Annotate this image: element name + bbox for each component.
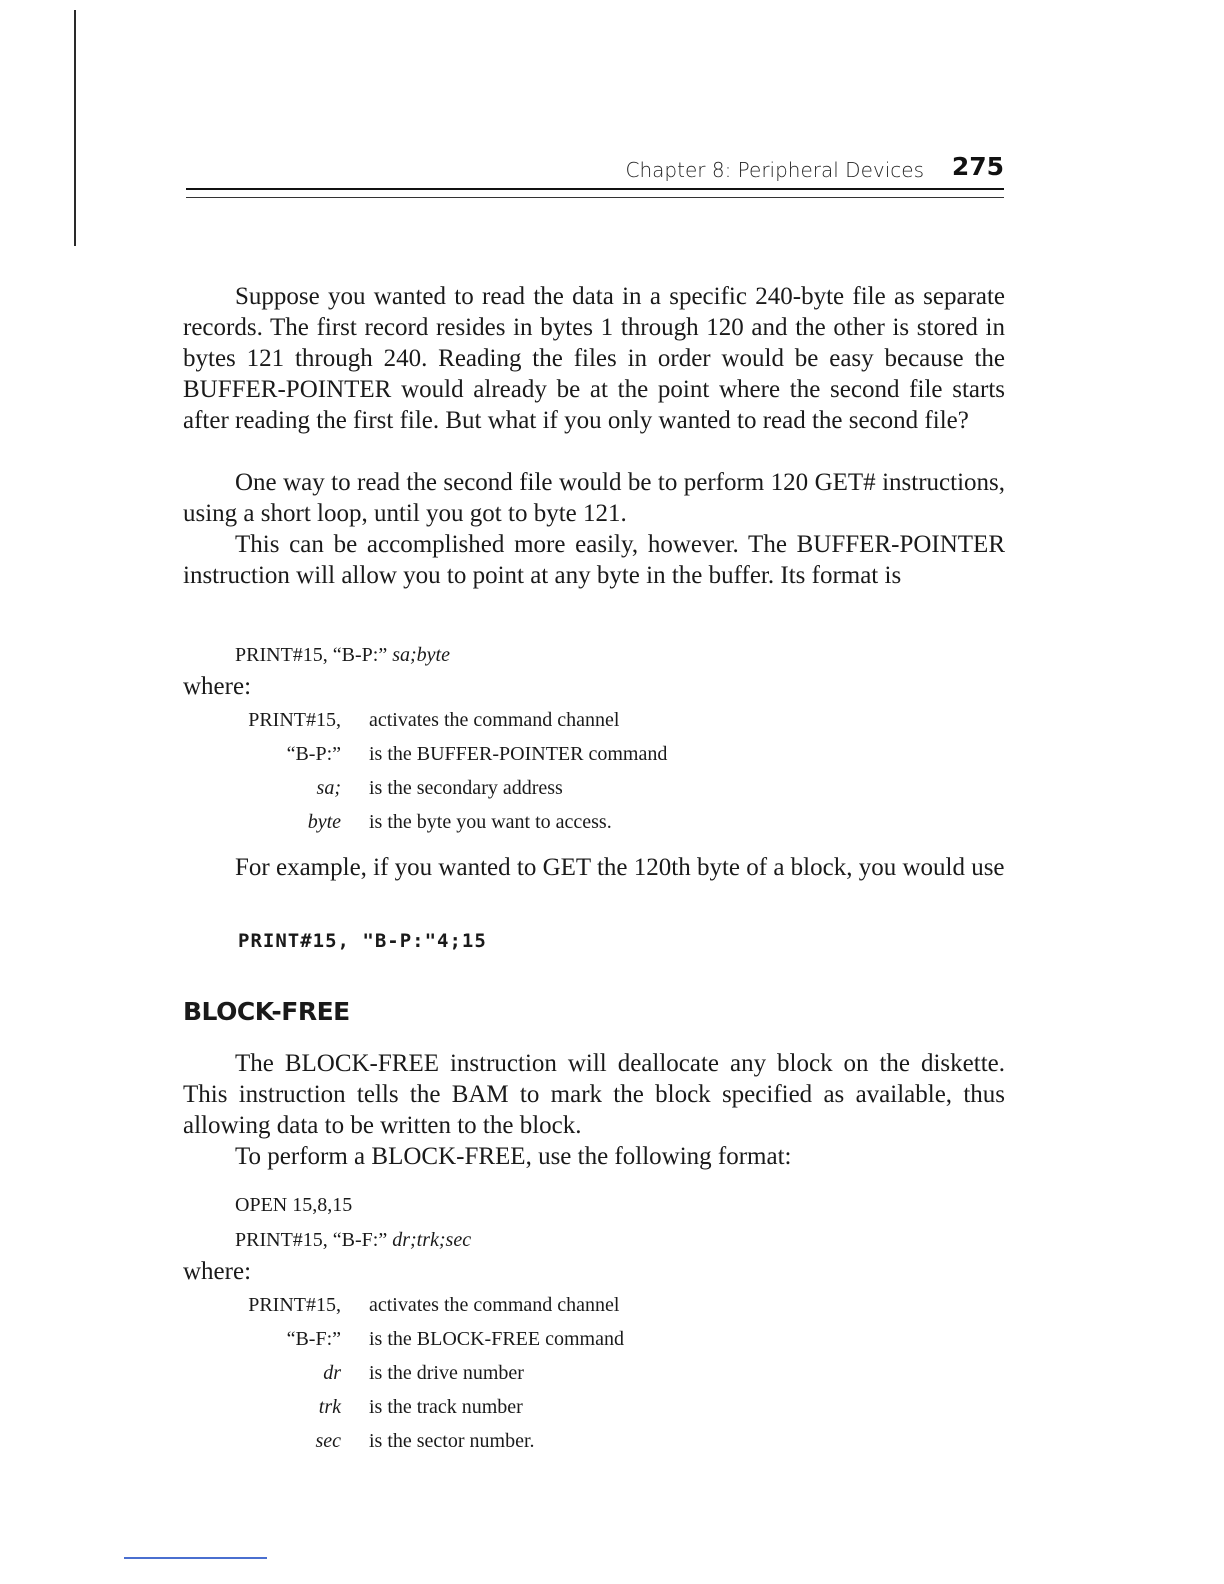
where-label: where: <box>183 673 252 700</box>
format-command: PRINT#15, “B-P:” <box>235 644 393 666</box>
definition-term: “B-P:” <box>286 743 341 765</box>
chapter-title: Chapter 8: Peripheral Devices <box>625 158 924 182</box>
header-rule-bottom <box>186 197 1004 198</box>
definition-description: is the BUFFER-POINTER command <box>369 743 668 765</box>
buffer-pointer-format <box>235 644 450 667</box>
example-code-listing: PRINT#15, "B-P:"4;15 <box>238 930 487 952</box>
definition-description: activates the command channel <box>369 709 620 731</box>
open-command: OPEN 15,8,15 <box>235 1194 353 1216</box>
paragraph-block-free-intro: The BLOCK-FREE instruction will deallocate any block on the diskette. This instruction tells the BAM to mark the block specified as available, thus allowing data to be written to the block. <box>183 1050 1005 1139</box>
definition-description: is the sector number. <box>369 1430 535 1452</box>
definition-description: is the secondary address <box>369 777 563 799</box>
paragraph-get-loop: One way to read the second file would be to perform 120 GET# instructions, using a short loop, until you got to byte 121. <box>183 469 1005 527</box>
binding-margin-line <box>74 10 76 246</box>
format-command: PRINT#15, “B-F:” <box>235 1229 393 1251</box>
definition-term: sa; <box>316 777 341 799</box>
running-header <box>186 152 1004 182</box>
where-label: where: <box>183 1258 252 1285</box>
definition-term: “B-F:” <box>286 1328 341 1350</box>
definition-term: PRINT#15, <box>248 709 341 731</box>
format-params: dr;trk;sec <box>392 1229 472 1251</box>
format-params: sa;byte <box>392 644 450 666</box>
definition-term: trk <box>318 1396 341 1418</box>
definition-term: dr <box>323 1362 341 1384</box>
header-rule-top <box>186 188 1004 190</box>
block-free-format <box>235 1229 471 1252</box>
definition-term: PRINT#15, <box>248 1294 341 1316</box>
definition-term: sec <box>315 1430 341 1452</box>
paragraph-block-free-format: To perform a BLOCK-FREE, use the following format: <box>235 1143 792 1170</box>
footer-line <box>124 1557 267 1559</box>
page-number: 275 <box>951 152 1004 181</box>
definition-description: activates the command channel <box>369 1294 620 1316</box>
definition-description: is the track number <box>369 1396 523 1418</box>
definition-term: byte <box>307 811 341 833</box>
paragraph-buffer-pointer: This can be accomplished more easily, however. The BUFFER-POINTER instruction will allow you to point at any byte in the buffer. Its format is <box>183 531 1005 589</box>
section-heading-block-free: BLOCK-FREE <box>183 997 350 1026</box>
paragraph-buffer-intro: Suppose you wanted to read the data in a specific 240-byte file as separate records. The first record resides in bytes 1 through 120 and the other is stored in bytes 121 through 240. Reading the files in order would be easy because the BUFFER-POINTER would already be at the point where the second file starts after reading the first file. But what if you only wanted to read the second file? <box>183 283 1005 434</box>
definition-description: is the BLOCK-FREE command <box>369 1328 624 1350</box>
paragraph-example: For example, if you wanted to GET the 120th byte of a block, you would use <box>235 854 1005 881</box>
definition-description: is the byte you want to access. <box>369 811 612 833</box>
definition-description: is the drive number <box>369 1362 524 1384</box>
